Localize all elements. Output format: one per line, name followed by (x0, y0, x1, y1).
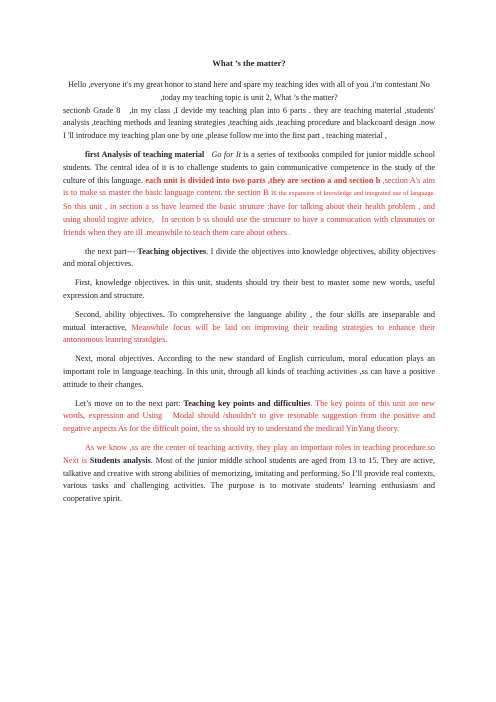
objectives-lead: the next part--- (85, 246, 138, 256)
paragraph-knowledge-objectives: First, knowledge objectives. in this unit, students should try their best to master some new words, useful expression and structure. (63, 278, 435, 300)
material-unit-summary: So this unit , in section a ss have learned the basic struture :have for talking about their health problem , and using should togive advice, In section b ss should use the structure to have a commucation with classmates or friends when they are ill .meanwhile to teach them care about others . (63, 202, 435, 237)
material-text: is a series of textbooks compiled for junior middle school students. The central idea of it is to challenge students to gain communicative competence in the study of the culture of this language. (63, 149, 436, 185)
document-title: What ’s the matter? (212, 58, 286, 68)
paragraph-objectives (63, 246, 435, 272)
paragraph-plan-overview: sectionb Grade 8 ,in my class ,I devide my teaching plan into 6 parts . they are teaching material ,students' analysis ,teaching methods and leaning strategies ,teaching aids ,teaching procedure and blackcoard design .now I 'll introduce my teaching plan one by one ,please follow me into the first part , teaching material , (63, 105, 435, 141)
paragraph-students-analysis (63, 442, 435, 506)
students-lead: As we know ,ss are the center of teaching activity, they play an important roles in teaching procedure.so Next is (63, 442, 435, 465)
ability-text: Second, ability objectives. To comprehensive the languange ability , the four skills are inseparable and mutual interactive, (63, 309, 435, 332)
section-heading-key-points: Teaching key points and difficulties (183, 398, 311, 408)
paragraph-moral-objectives: Next, moral objectives. According to the new standard of English curriculum, moral education plays an important role in language teaching. In this unit, through all kinds of teaching activities ,ss can have a positive attitude to their changes. (63, 354, 435, 389)
material-section-aims: ,section A's aim is to make ss master the basic language content. the section B is (63, 175, 435, 198)
paragraph-teaching-material (63, 149, 435, 240)
intro-paragraph: Hello ,everyone it's my great honor to stand here and spare my teaching ides with all of you .i'm contestant No ,today my teaching topic is unit 2, What ’s the matter? (68, 80, 430, 102)
paragraph-ability-objectives (63, 309, 435, 347)
section-heading-objectives: Teaching objectives (137, 246, 207, 256)
section-heading-students: Students analysis (89, 455, 151, 465)
material-parts-highlight: each unit is divided into two parts ,they are section a and section b (145, 175, 381, 185)
key-points-text: . The key points of this unit are new words, expression and Using Modal should /shouldn’t to give resonable suggestion from the positive and negative aspects As for the difficult point, the ss should try to understand the medicail YinYang theory. (63, 398, 435, 434)
students-text: . Most of the junior middle school students are aged from 13 to 15. They are active, talkative and creative with strong abilities of memorizing, imitating and performing. So I’ll provide real contexts, various tasks and challenging activities. The purpose is to motivate students’ learning enthusiasm and cooperative spirit. (63, 455, 435, 504)
material-expansion-note: the expansion of knowledge and integrated use of language. (278, 190, 435, 198)
section-heading-material: first Analysis of teaching material (85, 149, 205, 159)
key-points-lead: Let’s move on to the next part: (75, 398, 184, 408)
document-page (63, 58, 435, 506)
ability-highlight: Meanwhile focus will be laid on improving their reading strategies to enhance their antonomous leanring stratdgies. (63, 322, 435, 345)
textbook-name: Go for It (211, 149, 241, 159)
objectives-text: . I divide the objectives into knowledge objectives, ability objectives and moral objectives. (63, 246, 436, 269)
paragraph-key-points (63, 398, 435, 436)
